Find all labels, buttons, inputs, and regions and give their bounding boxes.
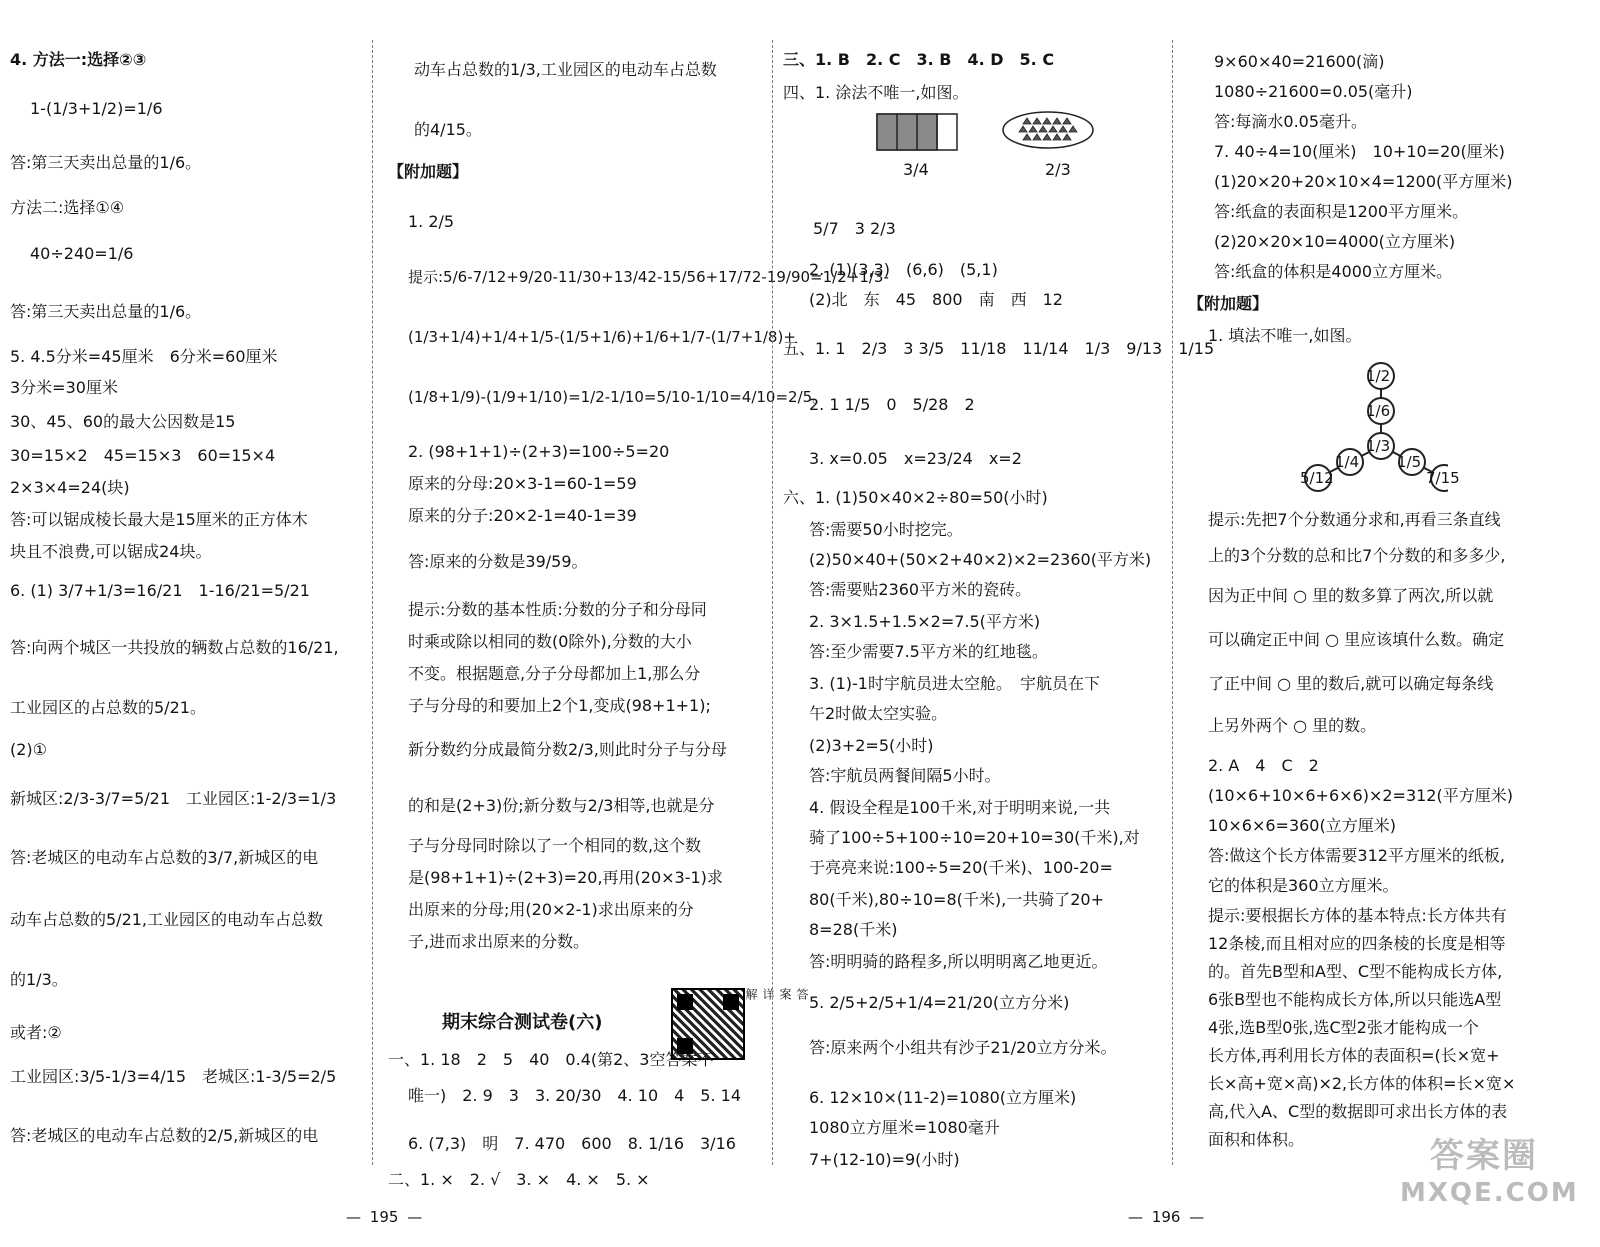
text-line: 提示:5/6-7/12+9/20-11/30+13/42-15/56+17/72-19/90=1/2+1/3- bbox=[408, 268, 889, 286]
page-number-value: 195 bbox=[369, 1208, 399, 1226]
text-line: 子与分母同时除以了一个相同的数,这个数 bbox=[408, 836, 702, 855]
text-line: 可以确定正中间 ○ 里应该填什么数。确定 bbox=[1208, 630, 1505, 649]
text-line: 答:宇航员两餐间隔5小时。 bbox=[809, 766, 1001, 785]
column-divider bbox=[1172, 40, 1173, 1165]
text-line: 的4/15。 bbox=[414, 120, 482, 139]
text-line: 3分米=30厘米 bbox=[10, 378, 118, 397]
text-line: 答:可以锯成棱长最大是15厘米的正方体木 bbox=[10, 510, 308, 529]
text-line: 原来的分母:20×3-1=60-1=59 bbox=[408, 474, 637, 493]
text-line: 1080立方厘米=1080毫升 bbox=[809, 1118, 1000, 1137]
text-line: 上另外两个 ○ 里的数。 bbox=[1208, 716, 1377, 735]
text-line: (2)20×20×10=4000(立方厘米) bbox=[1214, 232, 1456, 251]
text-line: 骑了100÷5+100÷10=20+10=30(千米),对 bbox=[809, 828, 1140, 847]
text-line: 5/7 3 2/3 bbox=[813, 219, 896, 238]
figure-label: 3/4 bbox=[903, 160, 929, 179]
text-line: 3. (1)-1时宇航员进太空舱。 宇航员在下 bbox=[809, 674, 1100, 693]
section-heading: 【附加题】 bbox=[1188, 294, 1269, 313]
text-line: 1-(1/3+1/2)=1/6 bbox=[30, 99, 163, 118]
text-line: 12条棱,而且相对应的四条棱的长度是相等 bbox=[1208, 934, 1506, 953]
text-line: 提示:要根据长方体的基本特点:长方体共有 bbox=[1208, 906, 1507, 925]
text-line: 是(98+1+1)÷(2+3)=20,再用(20×3-1)求 bbox=[408, 868, 723, 887]
text-line: 30、45、60的最大公因数是15 bbox=[10, 412, 236, 431]
text-line: (10×6+10×6+6×6)×2=312(平方厘米) bbox=[1208, 786, 1513, 805]
text-line: 答:老城区的电动车占总数的2/5,新城区的电 bbox=[10, 1126, 319, 1145]
text-line: 动车占总数的5/21,工业园区的电动车占总数 bbox=[10, 910, 324, 929]
text-line: 上的3个分数的总和比7个分数的和多多少, bbox=[1208, 546, 1506, 565]
text-line: 1. 填法不唯一,如图。 bbox=[1208, 326, 1362, 345]
text-line: 答:原来两个小组共有沙子21/20立方分米。 bbox=[809, 1038, 1117, 1057]
text-line: 二、1. × 2. √ 3. × 4. × 5. × bbox=[388, 1170, 650, 1189]
text-line: 块且不浪费,可以锯成24块。 bbox=[10, 542, 212, 561]
text-line: 唯一) 2. 9 3 3. 20/30 4. 10 4 5. 14 bbox=[408, 1086, 742, 1105]
text-line: 7. 40÷4=10(厘米) 10+10=20(厘米) bbox=[1214, 142, 1505, 161]
text-line: 4. 假设全程是100千米,对于明明来说,一共 bbox=[809, 798, 1111, 817]
text-line: 答:向两个城区一共投放的辆数占总数的16/21, bbox=[10, 638, 339, 657]
watermark-url: MXQE.COM bbox=[1400, 1178, 1579, 1208]
text-line: 了正中间 ○ 里的数后,就可以确定每条线 bbox=[1208, 674, 1494, 693]
text-line: 9×60×40=21600(滴) bbox=[1214, 52, 1385, 71]
circle-value: 7/15 bbox=[1426, 469, 1460, 487]
text-line: 答:纸盒的表面积是1200平方厘米。 bbox=[1214, 202, 1469, 221]
text-line: 3. x=0.05 x=23/24 x=2 bbox=[809, 449, 1022, 468]
text-line: (2)3+2=5(小时) bbox=[809, 736, 934, 755]
text-line: 2. 3×1.5+1.5×2=7.5(平方米) bbox=[809, 612, 1041, 631]
text-line: 子,进而求出原来的分数。 bbox=[408, 932, 590, 951]
text-line: 5. 2/5+2/5+1/4=21/20(立方分米) bbox=[809, 993, 1070, 1012]
text-line: 答:至少需要7.5平方米的红地毯。 bbox=[809, 642, 1048, 661]
text-line: 6张B型也不能构成长方体,所以只能选A型 bbox=[1208, 990, 1502, 1009]
text-line: (2)北 东 45 800 南 西 12 bbox=[809, 290, 1063, 309]
text-line: 提示:先把7个分数通分求和,再看三条直线 bbox=[1208, 510, 1501, 529]
qr-label: 答案详解 bbox=[744, 988, 809, 1000]
text-line: 1. 2/5 bbox=[408, 212, 455, 231]
text-line: 答:原来的分数是39/59。 bbox=[408, 552, 588, 571]
text-line: 2. 1 1/5 0 5/28 2 bbox=[809, 395, 975, 414]
text-line: 方法二:选择①④ bbox=[10, 198, 125, 217]
text-line: 6. (1) 3/7+1/3=16/21 1-16/21=5/21 bbox=[10, 581, 310, 600]
text-line: 答:老城区的电动车占总数的3/7,新城区的电 bbox=[10, 848, 319, 867]
text-line: 时乘或除以相同的数(0除外),分数的大小 bbox=[408, 632, 692, 651]
text-line: 长×高+宽×高)×2,长方体的体积=长×宽× bbox=[1208, 1074, 1516, 1093]
text-line: 一、1. 18 2 5 40 0.4(第2、3空答案不 bbox=[388, 1050, 714, 1069]
text-line: 答:第三天卖出总量的1/6。 bbox=[10, 302, 202, 321]
circle-value: 1/6 bbox=[1366, 402, 1391, 420]
text-line: 答:第三天卖出总量的1/6。 bbox=[10, 153, 202, 172]
text-line: 它的体积是360立方厘米。 bbox=[1208, 876, 1399, 895]
text-line: 答:每滴水0.05毫升。 bbox=[1214, 112, 1368, 131]
text-line: 答:需要贴2360平方米的瓷砖。 bbox=[809, 580, 1032, 599]
column-divider bbox=[372, 40, 373, 1165]
text-line: 30=15×2 45=15×3 60=15×4 bbox=[10, 446, 276, 465]
text-line: 或者:② bbox=[10, 1023, 62, 1042]
text-line: 5. 4.5分米=45厘米 6分米=60厘米 bbox=[10, 347, 278, 366]
text-line: 高,代入A、C型的数据即可求出长方体的表 bbox=[1208, 1102, 1508, 1121]
text-line: 2×3×4=24(块) bbox=[10, 478, 130, 497]
text-line: 答:做这个长方体需要312平方厘米的纸板, bbox=[1208, 846, 1506, 865]
text-line: 40÷240=1/6 bbox=[30, 244, 134, 263]
text-line: 2. (1)(3,3) (6,6) (5,1) bbox=[809, 260, 998, 279]
text-line: 因为正中间 ○ 里的数多算了两次,所以就 bbox=[1208, 586, 1494, 605]
figure-label: 2/3 bbox=[1045, 160, 1071, 179]
text-line: 4. 方法一:选择②③ bbox=[10, 50, 147, 69]
text-line: 三、1. B 2. C 3. B 4. D 5. C bbox=[783, 50, 1055, 69]
circle-value: 1/2 bbox=[1366, 367, 1391, 385]
text-line: 7+(12-10)=9(小时) bbox=[809, 1150, 960, 1169]
text-line: 8=28(千米) bbox=[809, 920, 898, 939]
column-divider bbox=[772, 40, 773, 1165]
text-line: 80(千米),80÷10=8(千米),一共骑了20+ bbox=[809, 890, 1104, 909]
text-line: 6. (7,3) 明 7. 470 600 8. 1/16 3/16 bbox=[408, 1134, 736, 1153]
text-line: 的。首先B型和A型、C型不能构成长方体, bbox=[1208, 962, 1503, 981]
text-line: 的和是(2+3)份;新分数与2/3相等,也就是分 bbox=[408, 796, 715, 815]
text-line: 的1/3。 bbox=[10, 970, 68, 989]
text-line: 2. (98+1+1)÷(2+3)=100÷5=20 bbox=[408, 442, 670, 461]
text-line: 1080÷21600=0.05(毫升) bbox=[1214, 82, 1413, 101]
text-line: 五、1. 1 2/3 3 3/5 11/18 11/14 1/3 9/13 1/15 bbox=[783, 339, 1215, 358]
text-line: 答:明明骑的路程多,所以明明离乙地更近。 bbox=[809, 952, 1108, 971]
circle-value: 1/4 bbox=[1335, 453, 1360, 471]
text-line: 4张,选B型0张,选C型2张才能构成一个 bbox=[1208, 1018, 1479, 1037]
text-line: (2)① bbox=[10, 740, 48, 759]
section-heading: 【附加题】 bbox=[388, 162, 469, 181]
text-line: 新城区:2/3-3/7=5/21 工业园区:1-2/3=1/3 bbox=[10, 789, 337, 808]
text-line: 答:纸盒的体积是4000立方厘米。 bbox=[1214, 262, 1453, 281]
text-line: 答:需要50小时挖完。 bbox=[809, 520, 963, 539]
page-number-right: — 196 — bbox=[1128, 1208, 1205, 1226]
page-number-value: 196 bbox=[1151, 1208, 1181, 1226]
text-line: 六、1. (1)50×40×2÷80=50(小时) bbox=[783, 488, 1048, 507]
text-line: 工业园区的占总数的5/21。 bbox=[10, 698, 206, 717]
text-line: (1)20×20+20×10×4=1200(平方厘米) bbox=[1214, 172, 1513, 191]
text-line: 面积和体积。 bbox=[1208, 1130, 1305, 1149]
circle-value: 5/12 bbox=[1300, 469, 1334, 487]
text-line: 午2时做太空实验。 bbox=[809, 704, 948, 723]
text-line: 2. A 4 C 2 bbox=[1208, 756, 1319, 775]
text-line: 四、1. 涂法不唯一,如图。 bbox=[783, 83, 969, 102]
text-line: 长方体,再利用长方体的表面积=(长×宽+ bbox=[1208, 1046, 1500, 1065]
text-line: 出原来的分母;用(20×2-1)求出原来的分 bbox=[408, 900, 694, 919]
exam-title: 期末综合测试卷(六) bbox=[442, 1012, 603, 1033]
text-line: (2)50×40+(50×2+40×2)×2=2360(平方米) bbox=[809, 550, 1152, 569]
text-line: 新分数约分成最简分数2/3,则此时分子与分母 bbox=[408, 740, 727, 759]
text-line: 10×6×6=360(立方厘米) bbox=[1208, 816, 1396, 835]
circle-value: 1/5 bbox=[1397, 453, 1422, 471]
text-line: 提示:分数的基本性质:分数的分子和分母同 bbox=[408, 600, 707, 619]
text-line: 工业园区:3/5-1/3=4/15 老城区:1-3/5=2/5 bbox=[10, 1067, 337, 1086]
bar-shaded bbox=[877, 114, 937, 150]
triangle-group-figure bbox=[1003, 112, 1093, 148]
watermark-logo: 答案圈 bbox=[1430, 1136, 1538, 1176]
text-line: 子与分母的和要加上2个1,变成(98+1+1); bbox=[408, 696, 711, 715]
text-line: 6. 12×10×(11-2)=1080(立方厘米) bbox=[809, 1088, 1077, 1107]
text-line: 原来的分子:20×2-1=40-1=39 bbox=[408, 506, 637, 525]
text-line: (1/3+1/4)+1/4+1/5-(1/5+1/6)+1/6+1/7-(1/7+1/8)+ bbox=[408, 328, 796, 346]
text-line: (1/8+1/9)-(1/9+1/10)=1/2-1/10=5/10-1/10=4/10=2/5。 bbox=[408, 388, 828, 406]
page-number-left: — 195 — bbox=[346, 1208, 423, 1226]
text-line: 动车占总数的1/3,工业园区的电动车占总数 bbox=[414, 60, 717, 79]
text-line: 不变。根据题意,分子分母都加上1,那么分 bbox=[408, 664, 701, 683]
text-line: 于亮亮来说:100÷5=20(千米)、100-20= bbox=[809, 858, 1113, 877]
circle-value: 1/3 bbox=[1366, 437, 1391, 455]
